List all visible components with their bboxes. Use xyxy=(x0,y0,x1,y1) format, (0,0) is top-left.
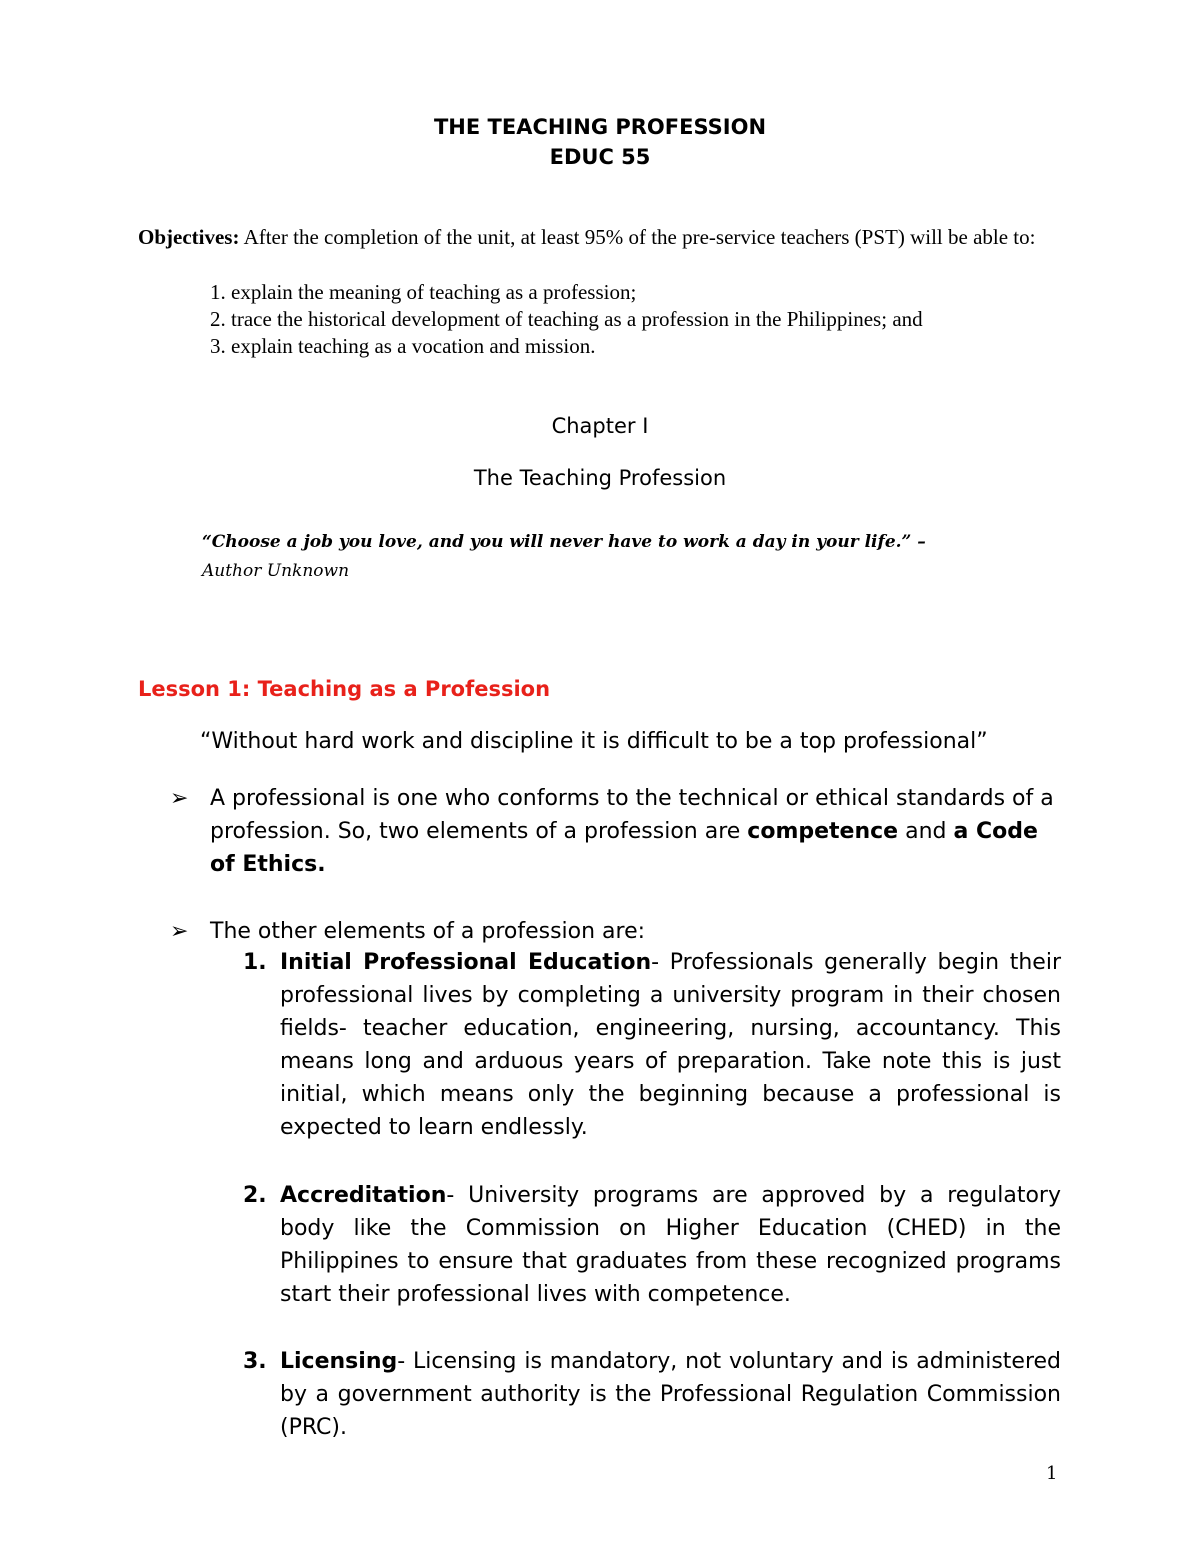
element-number: 2. xyxy=(243,1183,267,1208)
objectives-label: Objectives: xyxy=(138,225,240,249)
quote-text: “Choose a job you love, and you will never have to work a day in your life.” – xyxy=(202,532,926,552)
element-text xyxy=(280,1345,1061,1444)
objectives-intro: After the completion of the unit, at least 95% of the pre-service teachers (PST) will be able to: xyxy=(243,225,1036,249)
arrow-bullet-icon: ➢ xyxy=(170,786,189,811)
bullet-text: A professional is one who conforms to the technical or ethical standards of a profession. So, two elements of a profession are competence and a Code of Ethics. xyxy=(210,786,1054,877)
page-number: 1 xyxy=(1046,1463,1058,1484)
element-number: 1. xyxy=(243,950,267,975)
objective-item: 3. explain teaching as a vocation and mission. xyxy=(210,334,596,358)
element-text xyxy=(280,946,1061,1144)
term-code-of-ethics: a Code of Ethics. xyxy=(210,819,1038,877)
epigraph-quote xyxy=(202,528,926,586)
objectives-paragraph xyxy=(138,224,1068,251)
element-term: Licensing xyxy=(280,1349,398,1374)
arrow-bullet-icon: ➢ xyxy=(170,919,189,944)
course-code: EDUC 55 xyxy=(549,145,651,169)
quote-author: Author Unknown xyxy=(202,561,350,581)
element-text xyxy=(280,1179,1061,1311)
lesson-motto: “Without hard work and discipline it is difficult to be a top professional” xyxy=(200,729,988,754)
objective-item: 1. explain the meaning of teaching as a profession; xyxy=(210,280,637,304)
bullet-text: The other elements of a profession are: xyxy=(210,919,646,944)
objective-item: 2. trace the historical development of teaching as a profession in the Philippines; and xyxy=(210,307,923,331)
element-description: - University programs are approved by a regulatory body like the Commission on Higher Education (CHED) in the Philippines to ensure that graduates from these recognized programs start their professional lives with competence. xyxy=(280,1183,1061,1307)
element-description: - Licensing is mandatory, not voluntary and is administered by a government authority is the Professional Regulation Commission (PRC). xyxy=(280,1349,1061,1440)
objectives-list xyxy=(210,279,923,360)
document-title: THE TEACHING PROFESSION xyxy=(433,115,767,139)
chapter-number: Chapter I xyxy=(551,414,649,438)
element-number: 3. xyxy=(243,1349,267,1374)
chapter-title: The Teaching Profession xyxy=(473,466,727,490)
element-description: - Professionals generally begin their professional lives by completing a university program in their chosen fields- teacher education, engineering, nursing, accountancy. This means long and arduous years of preparation. Take note this is just initial, which means only the beginning because a professional is expected to learn endlessly. xyxy=(280,950,1061,1140)
term-competence: competence xyxy=(747,819,899,844)
element-term: Accreditation xyxy=(280,1183,447,1208)
element-term: Initial Professional Education xyxy=(280,950,652,975)
lesson-heading: Lesson 1: Teaching as a Profession xyxy=(138,677,551,701)
